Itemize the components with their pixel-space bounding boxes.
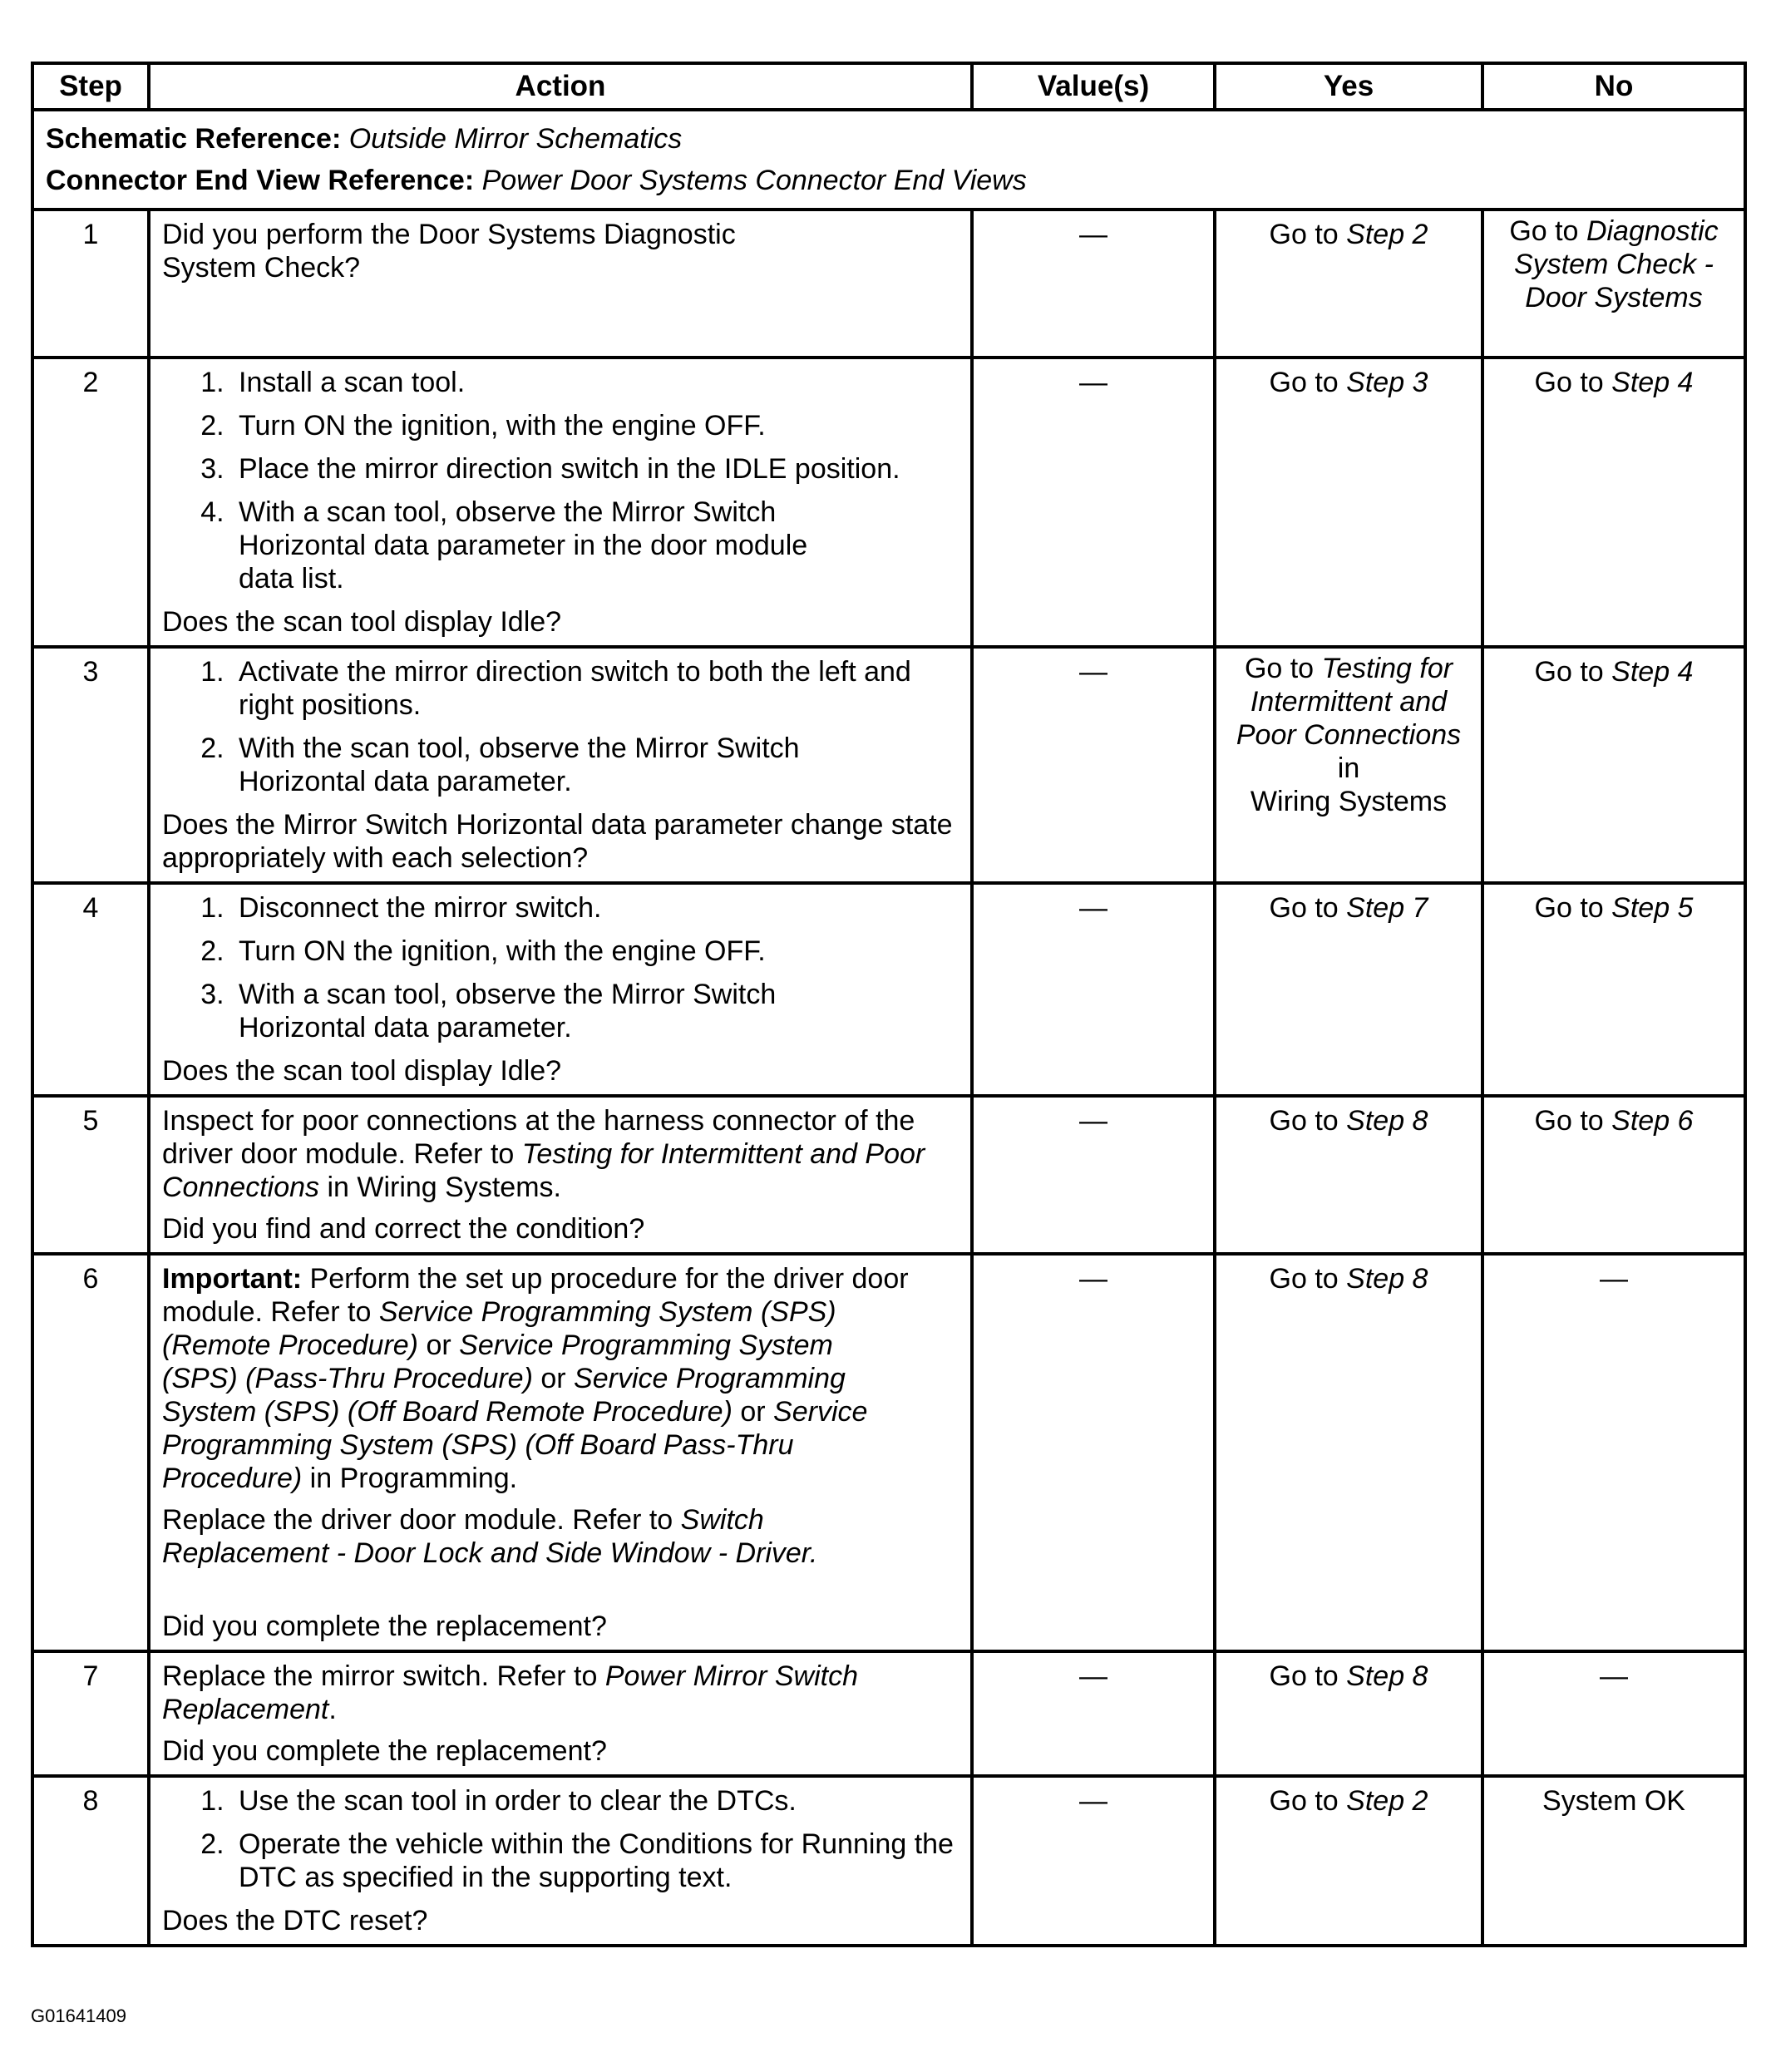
- goto-label: Go to: [1509, 215, 1579, 247]
- no-link[interactable]: Step 4: [1611, 656, 1694, 688]
- no-cell: —: [1482, 1651, 1745, 1776]
- yes-link[interactable]: Step 2: [1346, 219, 1428, 250]
- sps-off-board-pass-thru-link[interactable]: Service Programming System (SPS) (Off Board Pass-Thru Procedure): [162, 1396, 868, 1494]
- action-cell: [149, 1651, 972, 1776]
- action-reference-link[interactable]: Testing for Intermittent and Poor Connections: [162, 1138, 925, 1203]
- header-no: No: [1482, 63, 1745, 110]
- goto-label: Go to: [1269, 892, 1339, 924]
- goto-label: Go to: [1269, 1785, 1339, 1817]
- action-cell: [149, 1254, 972, 1651]
- value-cell: —: [972, 1776, 1215, 1946]
- action-cell: [149, 358, 972, 647]
- action-list: [162, 655, 959, 798]
- action-list: [162, 1784, 959, 1894]
- goto-label: Go to: [1244, 653, 1315, 684]
- yes-cell: [1215, 1254, 1482, 1651]
- action-question: Did you complete the replacement?: [162, 1735, 607, 1767]
- table-row: [32, 883, 1745, 1096]
- goto-label: Go to: [1269, 1263, 1339, 1295]
- action-text: Did you perform the Door Systems Diagnostic System Check?: [162, 219, 736, 284]
- yes-link[interactable]: Step 8: [1346, 1105, 1428, 1137]
- no-cell: System OK: [1482, 1776, 1745, 1946]
- value-cell: —: [972, 1254, 1215, 1651]
- or-text: or: [540, 1363, 566, 1394]
- step-number: 8: [32, 1776, 149, 1946]
- sps-pass-thru-link[interactable]: Service Programming System (SPS) (Pass-Thru Procedure): [162, 1330, 833, 1394]
- action-list-item: 3. With a scan tool, observe the Mirror Switch Horizontal data parameter.: [232, 978, 871, 1044]
- replace-text: Replace the mirror switch. Refer to: [162, 1660, 598, 1692]
- step-number: 6: [32, 1254, 149, 1651]
- no-cell: —: [1482, 1254, 1745, 1651]
- action-question: Does the scan tool display Idle?: [162, 1055, 562, 1087]
- no-cell: [1482, 358, 1745, 647]
- no-link[interactable]: Diagnostic System Check - Door Systems: [1514, 215, 1719, 313]
- value-cell: —: [972, 883, 1215, 1096]
- figure-id: G01641409: [31, 2005, 126, 2026]
- yes-suffix-in: in: [1337, 752, 1360, 784]
- table-row: [32, 1096, 1745, 1254]
- action-list-item: 1. Use the scan tool in order to clear the DTCs.: [232, 1784, 959, 1818]
- yes-cell: [1215, 1776, 1482, 1946]
- action-list-item: 1. Install a scan tool.: [232, 366, 959, 399]
- table-row: [32, 647, 1745, 883]
- action-question: Does the scan tool display Idle?: [162, 606, 562, 638]
- connector-reference-link[interactable]: Power Door Systems Connector End Views: [481, 165, 1027, 196]
- switch-replacement-link[interactable]: Switch Replacement - Door Lock and Side Window - Driver: [162, 1504, 810, 1569]
- action-list: [162, 891, 959, 1044]
- diagnostic-table: [31, 62, 1747, 1947]
- action-list-item: 1. Disconnect the mirror switch.: [232, 891, 959, 925]
- goto-label: Go to: [1534, 892, 1604, 924]
- no-link[interactable]: Step 5: [1611, 892, 1694, 924]
- action-cell: [149, 1096, 972, 1254]
- header-yes: Yes: [1215, 63, 1482, 110]
- no-cell: [1482, 210, 1745, 358]
- action-list-item: 3. Place the mirror direction switch in the IDLE position.: [232, 452, 959, 486]
- action-list-item: 2. With the scan tool, observe the Mirror Switch Horizontal data parameter.: [232, 732, 887, 798]
- no-cell: [1482, 647, 1745, 883]
- yes-link[interactable]: Step 8: [1346, 1660, 1428, 1692]
- or-text: or: [740, 1396, 766, 1428]
- header-action: Action: [149, 63, 972, 110]
- value-cell: —: [972, 1651, 1215, 1776]
- yes-cell: [1215, 358, 1482, 647]
- value-cell: —: [972, 358, 1215, 647]
- action-question: Does the Mirror Switch Horizontal data parameter change state appropriately with each selection?: [162, 809, 953, 874]
- action-list-item: 4. With a scan tool, observe the Mirror Switch Horizontal data parameter in the door module data list.: [232, 496, 837, 595]
- yes-link[interactable]: Step 2: [1346, 1785, 1428, 1817]
- yes-cell: [1215, 883, 1482, 1096]
- replace-instruction: Replace the mirror switch. Refer to Power Mirror Switch Replacement.: [162, 1660, 859, 1725]
- step-number: 7: [32, 1651, 149, 1776]
- schematic-reference-link[interactable]: Outside Mirror Schematics: [348, 123, 683, 155]
- yes-cell: [1215, 647, 1482, 883]
- header-row: [32, 63, 1745, 110]
- replace-text: Replace the driver door module. Refer to: [162, 1504, 673, 1536]
- action-cell: [149, 210, 972, 358]
- yes-link[interactable]: Step 8: [1346, 1263, 1428, 1295]
- goto-label: Go to: [1534, 656, 1604, 688]
- yes-cell: [1215, 1651, 1482, 1776]
- table-row: [32, 1776, 1745, 1946]
- action-list-item: 1. Activate the mirror direction switch to both the left and right positions.: [232, 655, 920, 722]
- step-number: 1: [32, 210, 149, 358]
- sps-remote-link[interactable]: Service Programming System (SPS) (Remote Procedure): [162, 1296, 836, 1361]
- action-question: Did you find and correct the condition?: [162, 1213, 645, 1245]
- action-text-part: in Wiring Systems.: [327, 1172, 561, 1203]
- connector-reference: [46, 160, 1732, 201]
- yes-link[interactable]: Testing for Intermittent and Poor Connections: [1236, 653, 1462, 751]
- yes-cell: [1215, 210, 1482, 358]
- important-note: [162, 1262, 910, 1495]
- action-question: Did you complete the replacement?: [162, 1611, 607, 1642]
- action-cell: [149, 1776, 972, 1946]
- table-row: [32, 1651, 1745, 1776]
- header-step: Step: [32, 63, 149, 110]
- replace-instruction: Replace the driver door module. Refer to Switch Replacement - Door Lock and Side Window - Driver.: [162, 1504, 818, 1569]
- mirror-switch-replacement-link[interactable]: Power Mirror Switch Replacement: [162, 1660, 859, 1725]
- important-label: Important:: [162, 1263, 303, 1295]
- schematic-reference-label: Schematic Reference:: [46, 123, 342, 155]
- table-row: [32, 358, 1745, 647]
- step-number: 5: [32, 1096, 149, 1254]
- no-link[interactable]: Step 6: [1611, 1105, 1694, 1137]
- goto-label: Go to: [1269, 367, 1339, 398]
- step-number: 4: [32, 883, 149, 1096]
- goto-label: Go to: [1269, 1660, 1339, 1692]
- header-values: Value(s): [972, 63, 1215, 110]
- yes-cell: [1215, 1096, 1482, 1254]
- step-number: 2: [32, 358, 149, 647]
- value-cell: —: [972, 647, 1215, 883]
- step-number: 3: [32, 647, 149, 883]
- action-list-item: 2. Turn ON the ignition, with the engine OFF.: [232, 409, 959, 442]
- action-text-part: Inspect for poor connections at the harness connector of the driver door module. Refer to: [162, 1105, 915, 1170]
- action-list-item: 2. Operate the vehicle within the Conditions for Running the DTC as specified in the supporting text.: [232, 1828, 959, 1894]
- action-cell: [149, 647, 972, 883]
- connector-reference-label: Connector End View Reference:: [46, 165, 475, 196]
- schematic-reference: [46, 118, 1732, 160]
- yes-link[interactable]: Step 3: [1346, 367, 1428, 398]
- action-text: [162, 1104, 960, 1204]
- important-text: Perform the set up procedure for the driver door module. Refer to: [162, 1263, 909, 1328]
- action-list: [162, 366, 959, 595]
- yes-suffix-wiring: Wiring Systems: [1250, 786, 1448, 817]
- no-cell: [1482, 883, 1745, 1096]
- sps-off-board-remote-link[interactable]: Service Programming System (SPS) (Off Board Remote Procedure): [162, 1363, 846, 1428]
- value-cell: —: [972, 1096, 1215, 1254]
- or-text: or: [426, 1330, 451, 1361]
- goto-label: Go to: [1534, 1105, 1604, 1137]
- goto-label: Go to: [1534, 367, 1604, 398]
- goto-label: Go to: [1269, 219, 1339, 250]
- reference-row: [32, 110, 1745, 210]
- action-list-item: 2. Turn ON the ignition, with the engine OFF.: [232, 935, 959, 968]
- no-cell: [1482, 1096, 1745, 1254]
- in-programming-text: in Programming.: [309, 1463, 518, 1494]
- table-row: [32, 210, 1745, 358]
- no-link[interactable]: Step 4: [1611, 367, 1694, 398]
- action-question: Does the DTC reset?: [162, 1905, 428, 1936]
- goto-label: Go to: [1269, 1105, 1339, 1137]
- action-cell: [149, 883, 972, 1096]
- table-row: [32, 1254, 1745, 1651]
- value-cell: —: [972, 210, 1215, 358]
- reference-cell: [32, 110, 1745, 210]
- yes-link[interactable]: Step 7: [1346, 892, 1428, 924]
